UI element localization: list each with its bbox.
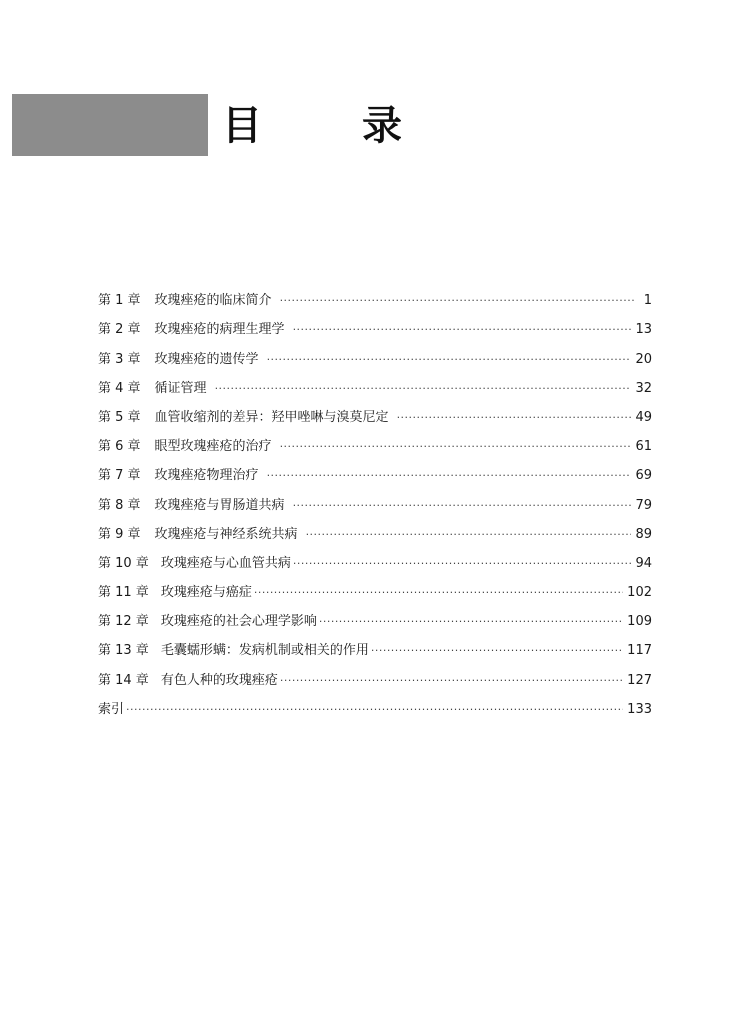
chapter-number: 第 4 章: [98, 380, 141, 396]
chapter-title: 玫瑰痤疮与神经系统共病: [154, 526, 298, 542]
page-number: 61: [635, 439, 652, 455]
chapter-number: 第 1 章: [98, 293, 141, 309]
dot-leader: [293, 498, 632, 514]
chapter-title: 玫瑰痤疮的病理生理学: [154, 322, 285, 338]
page-number: 69: [635, 468, 652, 484]
chapter-title: 玫瑰痤疮与心血管共病: [160, 555, 291, 571]
chapter-number: 第 14 章: [98, 672, 149, 688]
chapter-number: 第 8 章: [98, 497, 141, 513]
chapter-number: 第 12 章: [98, 614, 149, 630]
chapter-number: 第 13 章: [98, 643, 149, 659]
toc-entry-chapter-9[interactable]: [98, 514, 652, 543]
dot-leader: [126, 702, 623, 718]
dot-leader: [319, 614, 623, 630]
chapter-number: 第 10 章: [98, 555, 149, 571]
page-number: 20: [635, 351, 652, 367]
page-number: 49: [635, 409, 652, 425]
page-number: 109: [627, 614, 652, 630]
page-number: 89: [635, 526, 652, 542]
chapter-title: 玫瑰痤疮与胃肠道共病: [154, 497, 285, 513]
toc-entry-chapter-6[interactable]: [98, 426, 652, 455]
chapter-title: 眼型玫瑰痤疮的治疗: [154, 439, 272, 455]
dot-leader: [267, 352, 632, 368]
dot-leader: [280, 673, 623, 689]
page-number: 133: [627, 701, 652, 717]
dot-leader: [293, 556, 632, 572]
page-number: 32: [635, 380, 652, 396]
index-title: 索引: [98, 701, 125, 717]
chapter-number: 第 2 章: [98, 322, 141, 338]
dot-leader: [293, 322, 632, 338]
chapter-title: 玫瑰痤疮的临床简介: [154, 293, 272, 309]
chapter-title: 循证管理: [154, 380, 207, 396]
dot-leader: [254, 585, 623, 601]
toc-entry-chapter-11[interactable]: [98, 572, 652, 601]
dot-leader: [215, 381, 632, 397]
chapter-number: 第 11 章: [98, 585, 149, 601]
chapter-number: 第 9 章: [98, 526, 141, 542]
table-of-contents: [98, 280, 652, 718]
page-number: 79: [635, 497, 652, 513]
dot-leader: [267, 468, 632, 484]
chapter-title: 玫瑰痤疮与癌症: [160, 585, 252, 601]
toc-entry-chapter-7[interactable]: [98, 455, 652, 484]
page-title: 目 录: [222, 102, 432, 149]
chapter-title: 有色人种的玫瑰痤疮: [160, 672, 278, 688]
chapter-title: 玫瑰痤疮物理治疗: [154, 468, 259, 484]
dot-leader: [371, 643, 623, 659]
chapter-number: 第 3 章: [98, 351, 141, 367]
toc-entry-chapter-8[interactable]: [98, 484, 652, 513]
chapter-title: 玫瑰痤疮的遗传学: [154, 351, 259, 367]
page-number: 117: [627, 643, 652, 659]
toc-entry-chapter-2[interactable]: [98, 309, 652, 338]
toc-entry-chapter-10[interactable]: [98, 543, 652, 572]
toc-entry-index[interactable]: [98, 689, 652, 718]
dot-leader: [280, 439, 632, 455]
page-number: 102: [627, 585, 652, 601]
dot-leader: [280, 293, 634, 309]
toc-entry-chapter-14[interactable]: [98, 659, 652, 688]
page-number: 127: [627, 672, 652, 688]
page-number: 1: [643, 293, 652, 309]
page-number: 94: [635, 555, 652, 571]
chapter-number: 第 7 章: [98, 468, 141, 484]
page-number: 13: [635, 322, 652, 338]
toc-entry-chapter-4[interactable]: [98, 368, 652, 397]
chapter-number: 第 5 章: [98, 409, 141, 425]
toc-entry-chapter-12[interactable]: [98, 601, 652, 630]
chapter-number: 第 6 章: [98, 439, 141, 455]
toc-entry-chapter-5[interactable]: [98, 397, 652, 426]
toc-entry-chapter-1[interactable]: [98, 280, 652, 309]
dot-leader: [397, 410, 632, 426]
chapter-title: 毛囊蠕形螨：发病机制或相关的作用: [160, 643, 369, 659]
toc-entry-chapter-13[interactable]: [98, 630, 652, 659]
toc-entry-chapter-3[interactable]: [98, 338, 652, 367]
chapter-title: 血管收缩剂的差异：羟甲唑啉与溴莫尼定: [154, 409, 389, 425]
dot-leader: [306, 527, 632, 543]
title-gray-block: [12, 94, 208, 156]
chapter-title: 玫瑰痤疮的社会心理学影响: [160, 614, 317, 630]
